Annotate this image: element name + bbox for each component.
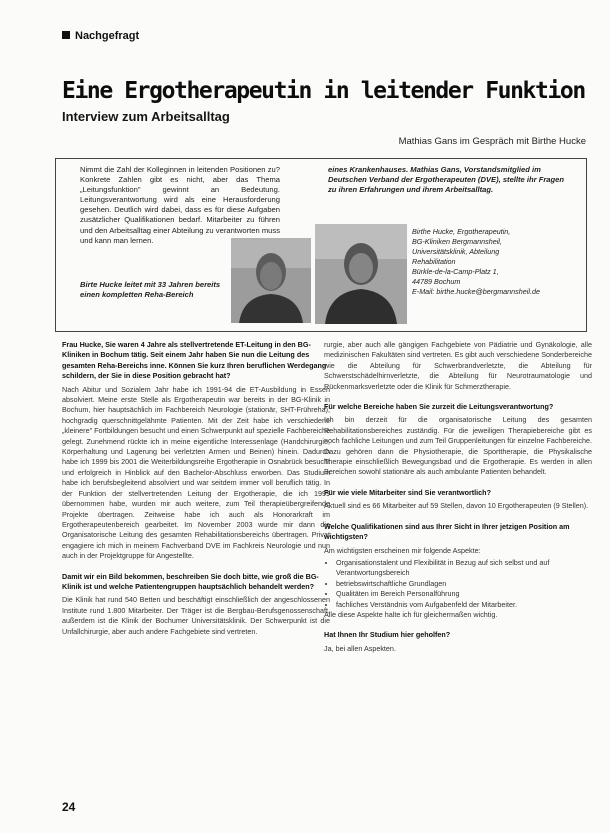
interview-answer: rurgie, aber auch alle gängigen Fachgebiete von Pädiatrie und Gynäkologie, alle medizinischen Fakultäten sind vertreten. Es gibt auch verschiedene Sonderbereiche wie die Abteilung für Schwerbrandverletzte, die Abteilung für Schwerstschädelhirnverletzte, die Abteilung für Neurotraumatologie und Rückenmarksverletzte oder die Klinik für Schmerztherapie. (324, 340, 592, 391)
section-rubric (62, 30, 139, 42)
qualifications-note: Alle diese Aspekte halte ich für gleichermaßen wichtig. (324, 609, 498, 619)
portrait-photo-left (231, 238, 311, 323)
interview-answer: Aktuell sind es 66 Mitarbeiter auf 59 Stellen, davon 10 Ergotherapeuten (9 Stellen). (324, 501, 589, 511)
list-item: • Qualitäten im Bereich Personalführung (336, 589, 592, 599)
interview-answer: Ja, bei allen Aspekten. (324, 643, 396, 653)
portrait-left-image (231, 238, 311, 323)
intro-right-text: eines Krankenhauses. Mathias Gans, Vorstandsmitglied im Deutschen Verband der Ergotherapeuten (DVE), stellte ihr Fragen zu ihren Erfahrungen und ihrem Arbeitsalltag. (328, 165, 565, 195)
intro-left-text: Nimmt die Zahl der Kolleginnen in leitenden Positionen zu? Konkrete Zahlen gibt es nicht, aber das Thema „Leitungsfunktion" gewinnt an Bedeutung. Leitungsverantwortung wird als eine Herausforderung gesehen. Deutlich wird dabei, dass es für diese Aufgaben zusätzlicher Qualifikationen bedarf. Mitarbeiter zu führen und den Arbeitsalltag einer Abteilung zu verantworten muss und kann man lernen. (80, 165, 280, 245)
article-title: Eine Ergotherapeutin in leitender Funktion (62, 78, 585, 104)
list-item: • fachliches Verständnis vom Aufgabenfeld der Mitarbeiter. (336, 600, 592, 610)
list-item: • Organisationstalent und Flexibilität in Bezug auf sich selbst und auf Verantwortungsbereich (336, 558, 592, 579)
rubric-label: Nachgefragt (75, 30, 140, 42)
list-item: • betriebswirtschaftliche Grundlagen (336, 579, 592, 589)
interview-answer: Ich bin derzeit für die organisatorische Leitung des gesamten Rehabilitationsbereiches zuständig. Für die jeweiligen Therapiebereiche gibt es noch fachliche Leitungen und zum Teil Gruppenleitungen für einzelne Fachbereiche. Dazu gehören dann die Physiotherapie, die Sporttherapie, die Physikalische Therapie einschließlich Bewegungsbad und die Ergotherapie. Es werden in allen Bereichen sowohl stationäre als auch ambulante Patienten behandelt. (324, 415, 592, 477)
square-bullet-icon (62, 31, 70, 39)
contact-line: Birthe Hucke, Ergotherapeutin, (412, 227, 511, 236)
interview-question: Damit wir ein Bild bekommen, beschreiben Sie doch bitte, wie groß die BG-Klinik ist und welche Patientengruppen hauptsächlich behandelt werden? (62, 571, 319, 591)
interview-question: Für welche Bereiche haben Sie zurzeit die Leitungsverantwortung? (324, 402, 554, 412)
contact-line: Rehabilitation (412, 257, 456, 266)
contact-line: Bürkle-de-la-Camp-Platz 1, (412, 267, 499, 276)
contact-line: Universitätsklinik, Abteilung (412, 247, 500, 256)
interview-column-left (62, 340, 330, 637)
interview-answer: Nach Abitur und Sozialem Jahr habe ich 1991-94 die ET-Ausbildung in Essen absolviert. Meine erste Stelle als Ergotherapeutin war bereits in der BG-Klinik in Bochum, hier hauptsächlich im Fachbereich Neurologie (stationär, SHT-Frühreha), hochgradig querschnittgelähmte Patienten. Mit der Zeit habe ich verschiedene „kleinere" Fortbildungen besucht und einen Schwerpunkt auf spezielle Fachbereiche gelegt. Zunehmend rückte ich in meine eigentliche Interessenlage (Handchirurgie, Körperhaltung und Lagerung bei verletzten Armen und Beinen) hinein. Dadurch habe ich 1999 bis 2001 die Weiterbildungsreihe Ergotherapie in Osnabrück besucht und erfolgreich in Hinblick auf den Bachelor-Abschluss erworben. Das Studium habe ich berufsbegleitend absolviert und war seitdem immer voll beruflich tätig. In der Funktion der stellvertretenden Leitung der Ergotherapie, die ich 1999 übernommen habe, wurden mir auch weitere, zum Teil therapieübergreifende Projekte übertragen. Zeitweise habe ich auch als Honorarkraft im Ergotherapeutenbereich gearbeitet. Im November 2003 wurde mir dann die Organisatorische Leitung des gesamten Rehabilitationsbereichs übertragen. Privat engagiere ich mich in meinem Fachverband DVE im Fachkreis Neurologie und nun auch in der Projektgruppe für Angestellte. (62, 384, 330, 561)
interview-question: Frau Hucke, Sie waren 4 Jahre als stellvertretende ET-Leitung in den BG-Kliniken in Bochum tätig. Seit einem Jahr haben Sie nun die Leitung des gesamten Reha-Bereichs inne. Können Sie kurz Ihren beruflichen Werdegang schildern, der Sie in diese Position gebracht hat? (62, 340, 327, 381)
portrait-right-image (315, 224, 407, 324)
interview-question: Für wie viele Mitarbeiter sind Sie verantwortlich? (324, 487, 491, 497)
contact-line: BG-Kliniken Bergmannsheil, (412, 237, 502, 246)
interview-answer: Die Klinik hat rund 540 Betten und beschäftigt einschließlich der angeschlossenen Institute rund 1.800 Mitarbeiter. Der Träger ist die Bergbau-Berufsgenossenschaft, außerdem ist die Klinik der Bochumer Universitätsklinik. Der Schwerpunkt ist die Unfallchirurgie, aber auch andere Fachgebiete sind vertreten. (62, 595, 330, 636)
interview-question: Hat Ihnen Ihr Studium hier geholfen? (324, 630, 451, 640)
qualifications-list (336, 558, 592, 610)
interview-column-right (324, 340, 592, 654)
article-subtitle: Interview zum Arbeitsalltag (62, 109, 230, 124)
interview-answer: Am wichtigsten erscheinen mir folgende Aspekte: (324, 545, 481, 555)
contact-info (412, 227, 582, 297)
interview-question: Welche Qualifikationen sind aus Ihrer Sicht in Ihrer jetzigen Position am wichtigsten? (324, 521, 570, 542)
portrait-photo-right (315, 224, 407, 324)
page-number: 24 (62, 800, 76, 814)
article-byline: Mathias Gans im Gespräch mit Birthe Hucke (398, 136, 586, 147)
contact-line: 44789 Bochum (412, 277, 461, 286)
contact-email: E-Mail: birthe.hucke@bergmannsheil.de (412, 287, 540, 296)
photo-caption: Birte Hucke leitet mit 33 Jahren bereits einen kompletten Reha-Bereich (80, 280, 221, 299)
